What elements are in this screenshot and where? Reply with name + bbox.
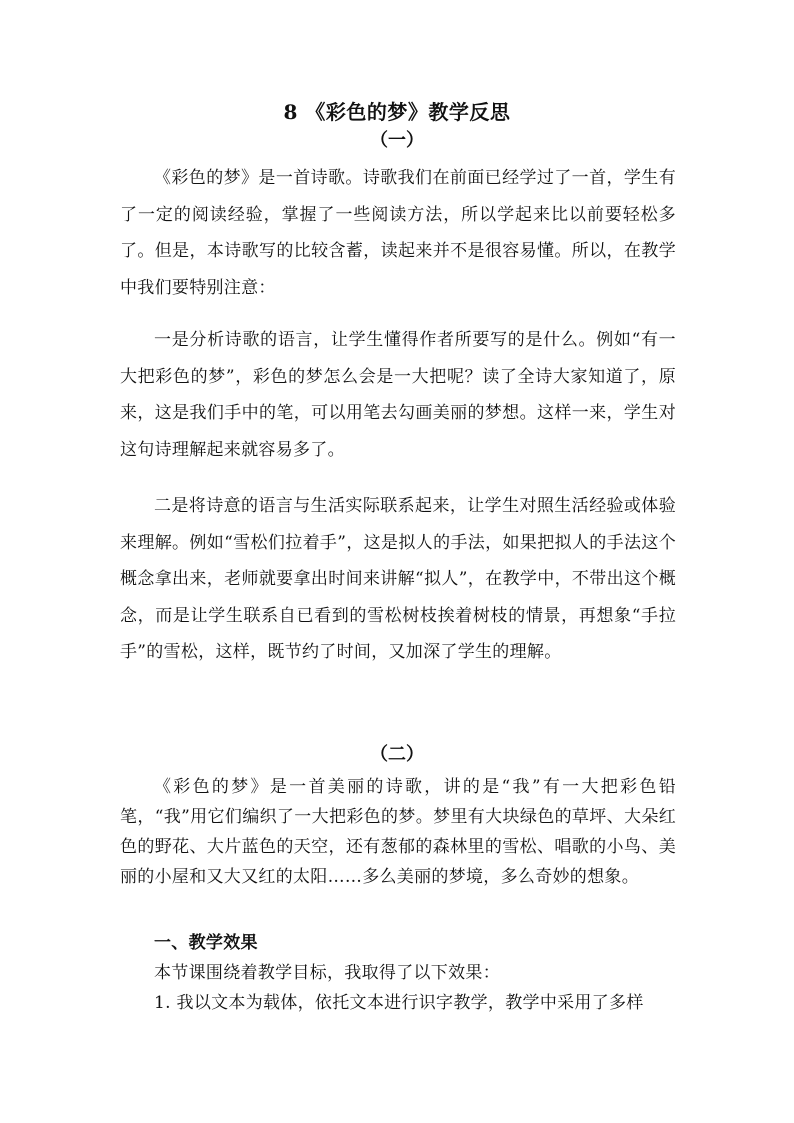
section-intro: 本节课围绕着教学目标，我取得了以下效果： [154,963,500,983]
part-one-paragraph-3: 二是将诗意的语言与生活实际联系起来，让学生对照生活经验或体验来理解。例如“雪松们拉着手”，这是拟人的手法，如果把拟人的手法这个概念拿出来，老师就要拿出时间来讲解“拟人”，在教学中，不带出这个概念，而是让学生联系自已看到的雪松树枝挨着树枝的情景，再想象“手拉手”的雪松，这样，既节约了时间，又加深了学生的理解。 [120,496,676,662]
part-two-intro: 《彩色的梦》是一首美丽的诗歌，讲的是“我”有一大把彩色铅笔，“我”用它们编织了一大把彩色的梦。梦里有大块绿色的草坪、大朵红色的野花、大片蓝色的天空，还有葱郁的森林里的雪松、唱歌的小鸟、美丽的小屋和又大又红的太阳……多么美丽的梦境，多么奇妙的想象。 [120,777,676,887]
part-one-heading: （一） [370,130,424,151]
list-item-1: 1. 我以文本为载体，依托文本进行识字教学，教学中采用了多样 [154,993,644,1013]
part-one-paragraph-1: 《彩色的梦》是一首诗歌。诗歌我们在前面已经学过了一首，学生有了一定的阅读经验，掌握了一些阅读方法，所以学起来比以前要轻松多了。但是，本诗歌写的比较含蓄，读起来并不是很容易懂。所以，在教学中我们要特别注意： [120,168,676,298]
part-one-paragraph-2: 一是分析诗歌的语言，让学生懂得作者所要写的是什么。例如“有一大把彩色的梦”，彩色的梦怎么会是一大把呢？读了全诗大家知道了，原来，这是我们手中的笔，可以用笔去勾画美丽的梦想。这样一来，学生对这句诗理解起来就容易多了。 [120,330,676,460]
page-title: 8 《彩色的梦》教学反思 [283,100,511,124]
part-two-heading: （二） [370,744,424,765]
section-label-teaching-effect: 一、教学效果 [154,933,258,953]
